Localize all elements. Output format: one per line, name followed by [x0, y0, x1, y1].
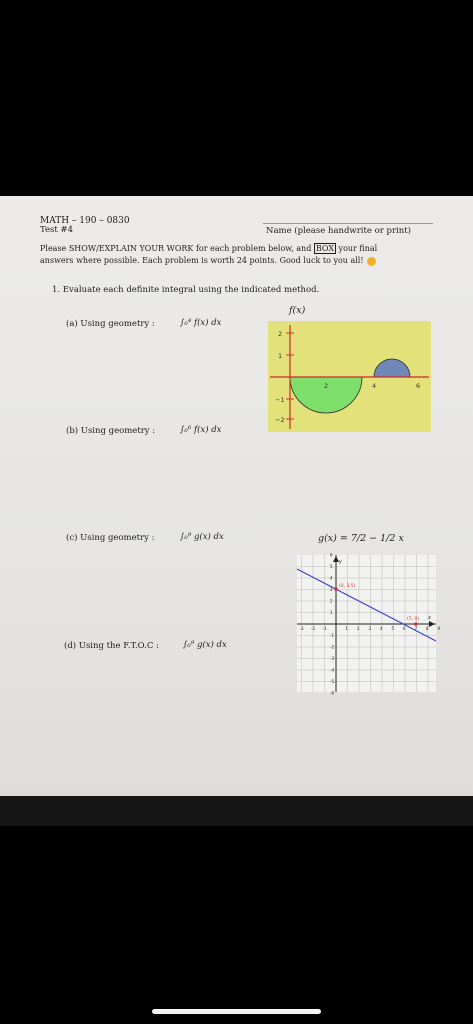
graph-f-xtick-label: 4: [372, 382, 377, 390]
graph-f-ytick-label: 2: [278, 330, 283, 338]
graph-g-xtick-label: 7: [414, 626, 418, 631]
instructions-line-2: [40, 256, 376, 266]
smiley-icon: [367, 257, 376, 266]
graph-g-xtick-label: -2: [311, 626, 315, 631]
graph-f: [268, 321, 431, 432]
graph-g-xtick-label: 3: [368, 626, 372, 631]
graph-g-xtick-label: 2: [357, 626, 360, 631]
part-a-label: (a) Using geometry :: [66, 319, 155, 329]
graph-g-xtick-label: 6: [403, 626, 406, 631]
graph-f-ytick-label: −1: [275, 396, 285, 404]
test-number: Test #4: [40, 225, 74, 235]
part-c-integral: ∫₀⁹ g(x) dx: [180, 532, 224, 542]
course-code: MATH – 190 – 0830: [40, 216, 130, 226]
graph-g-ytick-label: -1: [330, 633, 334, 638]
graph-g-ytick-label: 3: [330, 587, 333, 592]
graph-f-ytick-label: −2: [275, 416, 285, 424]
graph-g-ytick-label: 6: [330, 552, 333, 558]
graph-g-ytick-label: -2: [330, 644, 334, 650]
graph-g-ytick-label: -4: [330, 667, 334, 673]
graph-g-ytick-label: 2: [330, 598, 333, 604]
graph-g-title: g(x) = 7/2 − 1/2 x: [318, 533, 404, 544]
graph-g-ytick-label: 4: [330, 575, 333, 581]
part-b-integral: ∫₀⁶ f(x) dx: [180, 425, 222, 435]
graph-g-xtick-label: 8: [426, 626, 429, 631]
graph-g-ytick-label: 1: [330, 610, 333, 615]
name-line: [263, 223, 433, 224]
graph-f-ytick-label: 1: [278, 352, 283, 360]
graph-g-ytick-label: -6: [330, 690, 334, 696]
graph-g-xtick-label: 1: [345, 626, 349, 631]
box-word: BOX: [315, 244, 335, 253]
graph-f-title: f(x): [289, 305, 306, 316]
graph-f-xtick-label: 6: [416, 382, 421, 390]
graph-g-ytick-label: 5: [330, 564, 333, 569]
instructions-post: your final: [336, 244, 378, 253]
part-d-integral: ∫₀⁹ g(x) dx: [183, 640, 227, 650]
graph-g-y-label: y: [339, 559, 342, 565]
graph-g-xtick-label: 4: [380, 626, 383, 631]
part-d-label: (d) Using the F.T.O.C :: [64, 641, 159, 651]
graph-g-xtick-label: 9: [437, 626, 441, 631]
part-a-integral: ∫₀⁴ f(x) dx: [180, 318, 222, 328]
graph-g-xtick-label: -1: [322, 626, 327, 631]
instructions-line-2-text: answers where possible. Each problem is worth 24 points. Good luck to you all!: [40, 256, 364, 265]
graph-g-xtick-label: 5: [391, 626, 395, 631]
graph-f-xtick-label: 2: [324, 382, 329, 390]
graph-g-ytick-label: -3: [330, 656, 334, 661]
part-b-label: (b) Using geometry :: [66, 426, 156, 436]
home-indicator[interactable]: [152, 1009, 321, 1014]
instructions-pre: Please SHOW/EXPLAIN YOUR WORK for each problem below, and: [40, 244, 314, 253]
graph-g-point-2-label: (7, 0): [407, 617, 420, 622]
part-c-label: (c) Using geometry :: [66, 533, 155, 543]
graph-g: [297, 552, 441, 696]
graph-g-point-1: [334, 587, 338, 591]
graph-g-ytick-label: -5: [330, 679, 334, 684]
graph-g-point-2: [414, 622, 418, 626]
instructions-line-1: [40, 244, 377, 253]
graph-g-xtick-label: -3: [299, 626, 304, 631]
graph-g-x-label: x: [428, 615, 431, 621]
name-label: Name (please handwrite or print): [266, 226, 411, 236]
graph-g-point-1-label: (0, 3.5): [339, 584, 356, 589]
question-prompt: 1. Evaluate each definite integral using the indicated method.: [52, 285, 320, 295]
background-strip: [0, 796, 473, 826]
